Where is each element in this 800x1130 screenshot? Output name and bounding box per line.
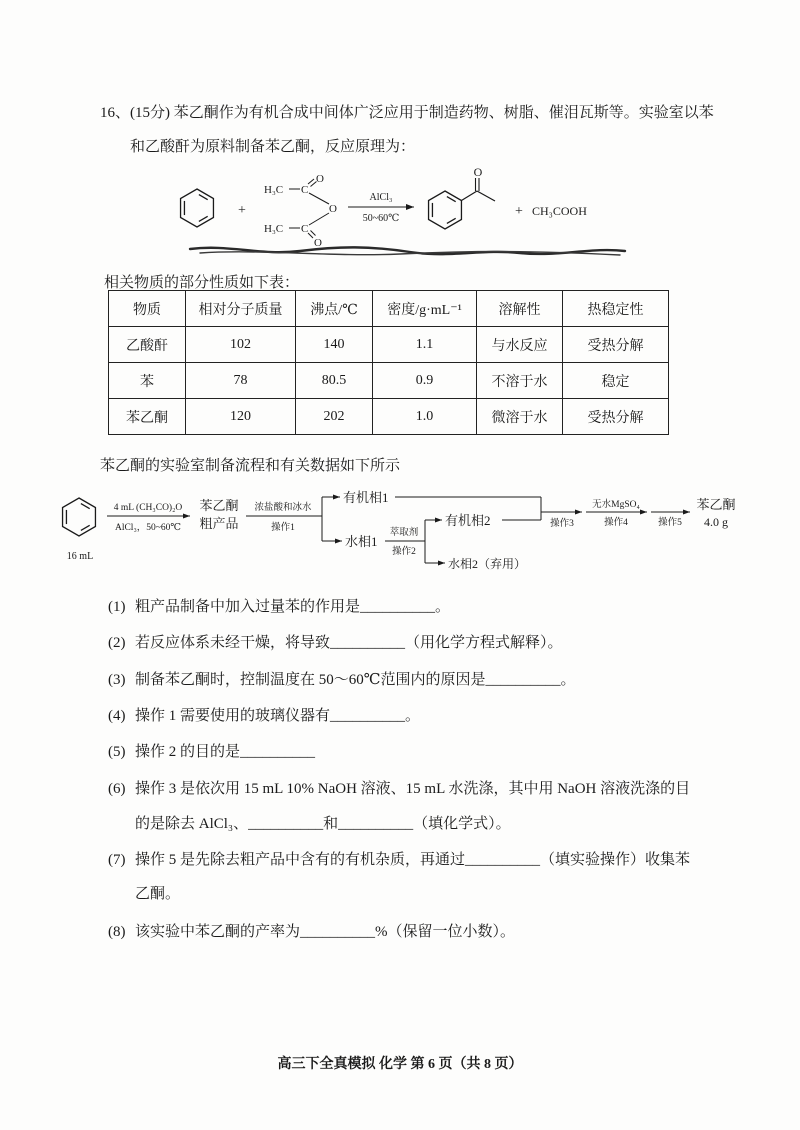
table-cell: 与水反应 [477,327,563,363]
carbonyl-oxygen-label: O [473,165,483,179]
question-header-line-1: 16、(15分) 苯乙酮作为有机合成中间体广泛应用于制造药物、树脂、催泪瓦斯等。实验室以苯 [100,105,714,121]
carbon-label-bottom: C [301,223,309,235]
table-row [109,327,669,363]
crude-product-label: 苯乙酮 [199,498,239,513]
table-header-cell: 热稳定性 [563,291,669,327]
table-cell: 苯乙酮 [109,399,186,435]
byproduct-label: CH₃COOH [532,204,587,218]
table-cell: 受热分解 [563,327,669,363]
acetophenone-ring [429,191,462,229]
table-cell: 80.5 [296,363,373,399]
table-cell: 140 [296,327,373,363]
carbon-label-top: C [301,184,309,196]
subquestion-number: (8) [108,924,126,940]
oxygen-label-bridge: O [329,203,337,215]
table-cell: 120 [186,399,296,435]
op1-reagent-label: 浓盐酸和冰水 [254,503,312,513]
subquestion-text: 若反应体系未经干燥，将导致__________（用化学方程式解释）。 [135,635,563,651]
final-product-mass: 4.0 g [704,515,728,529]
organic-phase-2: 有机相2 [445,513,491,528]
acetic-anhydride-structure [264,173,337,249]
table-row [109,363,669,399]
subquestion-number: (2) [108,635,126,651]
double-bond-line [311,231,316,236]
subquestion-number: (3) [108,672,126,688]
subquestion-text: 操作 2 的目的是__________ [135,744,316,760]
subquestion-number: (5) [108,744,126,760]
op4-reagent-label: 无水MgSO₄ [592,500,640,510]
plus-sign: + [238,203,246,218]
table-cell: 0.9 [373,363,477,399]
table-cell: 微溶于水 [477,399,563,435]
subquestion-text: 操作 1 需要使用的玻璃仪器有__________。 [135,708,421,724]
subquestion-text: 粗产品制备中加入过量苯的作用是__________。 [135,599,451,615]
subquestion-number: (6) [108,781,126,797]
op4-label: 操作4 [604,518,628,528]
table-cell: 78 [186,363,296,399]
op3-label: 操作3 [550,519,574,529]
double-bond-line [308,179,314,184]
table-cell: 102 [186,327,296,363]
preparation-flowchart [55,480,765,580]
page-footer: 高三下全真模拟 化学 第 6 页（共 8 页） [277,1057,523,1072]
op1-label: 操作1 [271,523,295,533]
bond-line [461,191,477,201]
benzene-ring [63,498,96,536]
benzene-ring [181,189,214,227]
oxygen-label-top: O [316,173,324,185]
flowchart-title: 苯乙酮的实验室制备流程和有关数据如下所示 [100,458,401,474]
bond-line [477,191,495,201]
aqueous-phase-1: 水相1 [345,534,378,549]
subquestion-number: (7) [108,852,126,868]
plus-sign: + [515,204,523,219]
aqueous-phase-2: 水相2（弃用） [448,557,527,571]
subquestion-text: 操作 3 是依次用 15 mL 10% NaOH 溶液、15 mL 水洗涤，其中用 NaOH 溶液洗涤的目 [135,781,691,797]
final-product-label: 苯乙酮 [696,497,736,512]
table-caption: 相关物质的部分性质如下表： [104,275,300,291]
subquestion-text: 的是除去 AlCl₃、__________和__________（填化学式）。 [135,816,511,832]
step1-condition-label: AlCl₃，50~60℃ [114,523,182,533]
oxygen-label-bottom: O [314,237,322,249]
table-cell: 不溶于水 [477,363,563,399]
properties-table [108,290,669,435]
table-cell: 稳定 [563,363,669,399]
op5-label: 操作5 [658,518,682,528]
subquestion-number: (1) [108,599,126,615]
crude-product-label: 粗产品 [199,516,239,531]
op2-reagent-label: 萃取剂 [389,528,419,538]
table-header-cell: 沸点/℃ [296,291,373,327]
table-cell: 受热分解 [563,399,669,435]
double-bond-line [308,233,313,238]
question-header-line-2: 和乙酸酐为原料制备苯乙酮，反应原理为： [130,139,416,155]
organic-phase-1: 有机相1 [343,490,389,505]
catalyst-label: AlCl₃ [369,192,393,203]
reaction-scheme [150,158,640,263]
subquestion-text: 乙酮。 [135,886,181,902]
table-cell: 1.1 [373,327,477,363]
methyl-label-top: H₃C [264,184,284,196]
subquestion-number: (4) [108,708,126,724]
temperature-label: 50~60℃ [362,213,400,224]
step1-reagent-label: 4 mL (CH₃CO)₂O [113,503,183,513]
methyl-label-bottom: H₃C [264,223,284,235]
table-cell: 202 [296,399,373,435]
table-cell: 苯 [109,363,186,399]
table-header-cell: 物质 [109,291,186,327]
bond-line [309,193,329,204]
table-header-row [109,291,669,327]
subquestion-text: 制备苯乙酮时，控制温度在 50～60℃范围内的原因是__________。 [135,672,576,688]
subquestion-text: 操作 5 是先除去粗产品中含有的有机杂质，再通过__________（填实验操作）收集苯 [135,852,691,868]
op2-label: 操作2 [392,547,416,557]
subquestion-text: 该实验中苯乙酮的产率为__________%（保留一位小数）。 [135,924,515,940]
table-header-cell: 密度/g·mL⁻¹ [373,291,477,327]
bond-line [309,213,329,225]
table-cell: 1.0 [373,399,477,435]
table-header-cell: 溶解性 [477,291,563,327]
benzene-volume-label: 16 mL [66,551,94,562]
table-cell: 乙酸酐 [109,327,186,363]
table-row [109,399,669,435]
table-header-cell: 相对分子质量 [186,291,296,327]
